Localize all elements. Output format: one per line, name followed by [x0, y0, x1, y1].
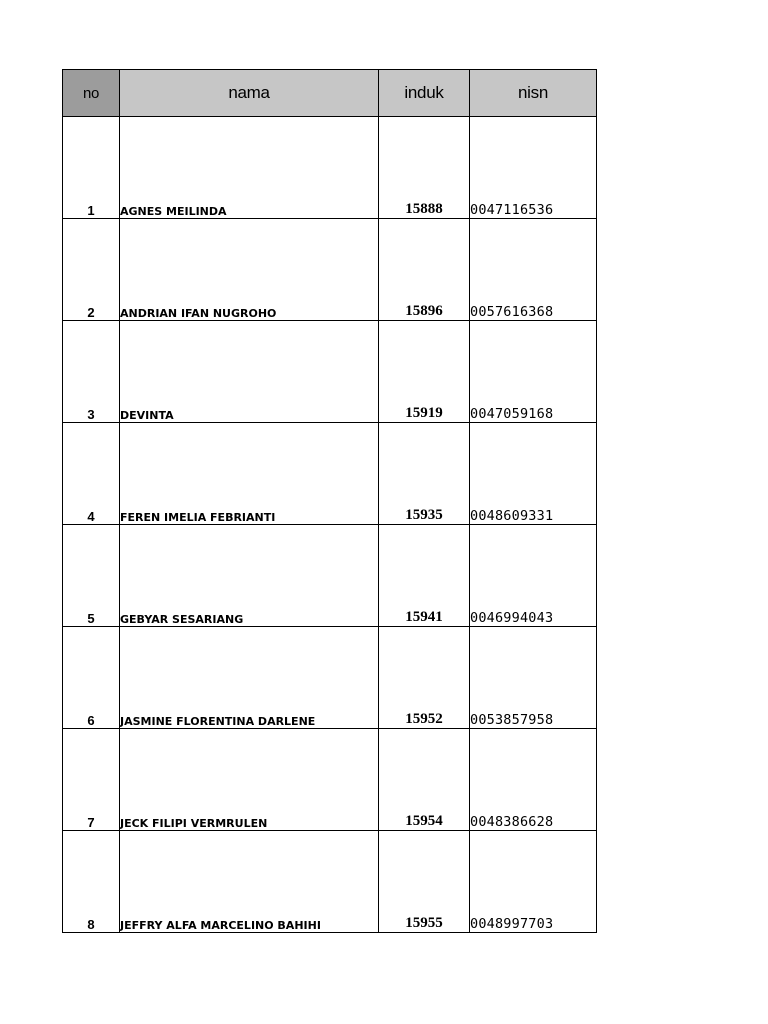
cell-nisn: 0057616368 — [470, 219, 597, 321]
cell-no: 3 — [63, 321, 120, 423]
cell-nama: ANDRIAN IFAN NUGROHO — [120, 219, 379, 321]
table-body — [63, 117, 597, 933]
table-row — [63, 117, 597, 219]
cell-nama: JASMINE FLORENTINA DARLENE — [120, 627, 379, 729]
column-header-nama: nama — [120, 70, 379, 117]
cell-nama: DEVINTA — [120, 321, 379, 423]
cell-nisn: 0053857958 — [470, 627, 597, 729]
cell-nisn: 0047059168 — [470, 321, 597, 423]
cell-nama: AGNES MEILINDA — [120, 117, 379, 219]
table-header — [63, 70, 597, 117]
cell-no: 7 — [63, 729, 120, 831]
column-header-induk: induk — [379, 70, 470, 117]
table-row — [63, 321, 597, 423]
table-row — [63, 423, 597, 525]
cell-induk: 15954 — [379, 729, 470, 831]
cell-nisn: 0048997703 — [470, 831, 597, 933]
cell-no: 1 — [63, 117, 120, 219]
cell-induk: 15896 — [379, 219, 470, 321]
cell-induk: 15919 — [379, 321, 470, 423]
cell-nama: JEFFRY ALFA MARCELINO BAHIHI — [120, 831, 379, 933]
table-row — [63, 729, 597, 831]
cell-no: 2 — [63, 219, 120, 321]
cell-no: 5 — [63, 525, 120, 627]
cell-induk: 15935 — [379, 423, 470, 525]
cell-nisn: 0047116536 — [470, 117, 597, 219]
cell-no: 6 — [63, 627, 120, 729]
table-row — [63, 627, 597, 729]
cell-no: 8 — [63, 831, 120, 933]
cell-nisn: 0048386628 — [470, 729, 597, 831]
cell-nama: JECK FILIPI VERMRULEN — [120, 729, 379, 831]
cell-induk: 15888 — [379, 117, 470, 219]
cell-nisn: 0048609331 — [470, 423, 597, 525]
table-row — [63, 219, 597, 321]
cell-nama: GEBYAR SESARIANG — [120, 525, 379, 627]
student-table — [62, 69, 597, 933]
cell-nama: FEREN IMELIA FEBRIANTI — [120, 423, 379, 525]
cell-induk: 15941 — [379, 525, 470, 627]
column-header-nisn: nisn — [470, 70, 597, 117]
cell-no: 4 — [63, 423, 120, 525]
cell-induk: 15952 — [379, 627, 470, 729]
table-row — [63, 525, 597, 627]
cell-induk: 15955 — [379, 831, 470, 933]
column-header-no: no — [63, 70, 120, 117]
table-row — [63, 831, 597, 933]
header-row — [63, 70, 597, 117]
cell-nisn: 0046994043 — [470, 525, 597, 627]
